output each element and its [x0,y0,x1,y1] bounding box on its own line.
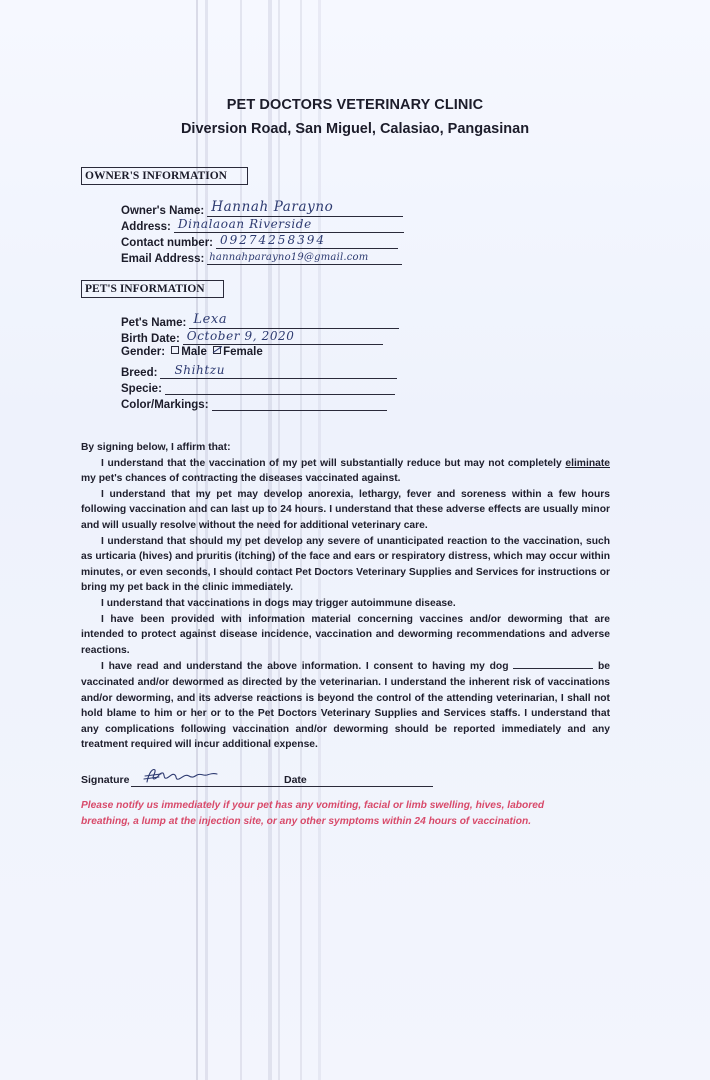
affirmation-paragraph-1 [81,456,610,487]
owner-address-value: Dinalaoan Riverside [177,217,312,231]
paragraph-6-end: be vaccinated and/or dewormed as directed by the veterinarian. I understand the inherent risk of vaccinations and/or deworming, and its adverse reactions is beyond the control of the attending veterinarian, I shall not hold blame to him or her or to the Pet Doctors Veterinary Supplies and Services staffs. I understand that any complications following vaccination and/or deworming should be reported immediately and any treatment required will incur additional expense. [81,661,610,751]
paragraph-6-start: I have read and understand the above information. I consent to having my dog [101,661,509,673]
birth-date-row [121,328,383,345]
owner-email-field[interactable] [207,248,402,265]
owner-name-row [121,200,403,217]
specie-row [121,378,395,395]
owner-contact-label: Contact number: [121,237,213,249]
owner-contact-row [121,232,398,249]
breed-label: Breed: [121,367,158,379]
specie-label: Specie: [121,383,162,395]
pet-section-title: PET'S INFORMATION [81,280,224,298]
owner-email-label: Email Address: [121,253,205,265]
affirmation-block [81,440,610,753]
owner-address-row [121,216,404,233]
affirmation-paragraph-6 [81,658,610,753]
gender-row [121,346,263,358]
affirmation-paragraph-5: I have been provided with information material concerning vaccines and/or deworming that are intended to protect against disease incidence, vaccination and deworming recommendations and adverse reactions. [81,613,610,656]
male-option-label: Male [181,346,207,358]
owner-contact-value: 09274258394 [220,233,326,247]
pet-name-label: Pet's Name: [121,317,187,329]
owner-email-row [121,248,402,265]
pet-name-value: Lexa [193,312,228,327]
owner-name-label: Owner's Name: [121,205,205,217]
affirmation-paragraph-3: I understand that should my pet develop any severe of unanticipated reaction to the vaccination, such as urticaria (hives) and pruritis (itching) of the face and ears or respiratory distress, which may occur within minutes, or even seconds, I should contact Pet Doctors Veterinary Supplies and Services for instructions or bring my pet back in the clinic immediately. [81,535,610,594]
vaccination-notice: Please notify us immediately if your pet has any vomiting, facial or limb swelling, hives, labored breathing, a lump at the injection site, or any other symptoms within 24 hours of vaccination. [81,800,545,827]
affirmation-paragraph-4: I understand that vaccinations in dogs may trigger autoimmune disease. [101,597,456,609]
signature-label: Signature [81,774,130,786]
color-markings-label: Color/Markings: [121,399,209,411]
female-checkbox[interactable] [213,346,221,354]
owner-contact-field[interactable] [216,232,398,249]
male-checkbox[interactable] [171,346,179,354]
affirmation-paragraph-2: I understand that my pet may develop anorexia, lethargy, fever and soreness within a few hours following vaccination and can last up to 24 hours. I understand that these adverse effects are usually minor and will usually resolve without the need for additional veterinary care. [81,488,610,531]
pet-name-field[interactable] [189,312,399,329]
birth-date-label: Birth Date: [121,333,180,345]
birth-date-value: October 9, 2020 [186,329,295,343]
specie-field[interactable] [165,378,395,395]
gender-label: Gender: [121,346,166,358]
clinic-name: PET DOCTORS VETERINARY CLINIC [226,97,484,113]
owner-section-title: OWNER'S INFORMATION [81,167,248,185]
breed-field[interactable] [160,362,397,379]
owner-email-value: hannahparayno19@gmail.com [209,252,369,263]
affirmation-heading: By signing below, I affirm that: [81,442,231,453]
paragraph-1-underlined-word: eliminate [565,457,610,469]
owner-name-value: Hannah Parayno [211,199,334,215]
owner-address-label: Address: [121,221,171,233]
color-markings-field[interactable] [212,394,387,411]
owner-name-field[interactable] [207,200,403,217]
handwritten-signature [141,764,221,788]
birth-date-field[interactable] [183,328,383,345]
color-markings-row [121,394,387,411]
female-option-label: Female [223,346,263,358]
paragraph-1-start: I understand that the vaccination of my pet will substantially reduce but may not completely [101,457,562,469]
breed-value: Shihtzu [174,363,226,377]
paragraph-1-end: my pet's chances of contracting the diseases vaccinated against. [81,473,401,485]
date-field[interactable] [312,772,433,787]
dog-name-blank[interactable] [513,658,593,669]
pet-name-row [121,312,399,329]
date-label: Date [284,774,307,786]
breed-row [121,362,397,379]
clinic-address: Diversion Road, San Miguel, Calasiao, Pangasinan [180,121,530,137]
owner-address-field[interactable] [174,216,404,233]
